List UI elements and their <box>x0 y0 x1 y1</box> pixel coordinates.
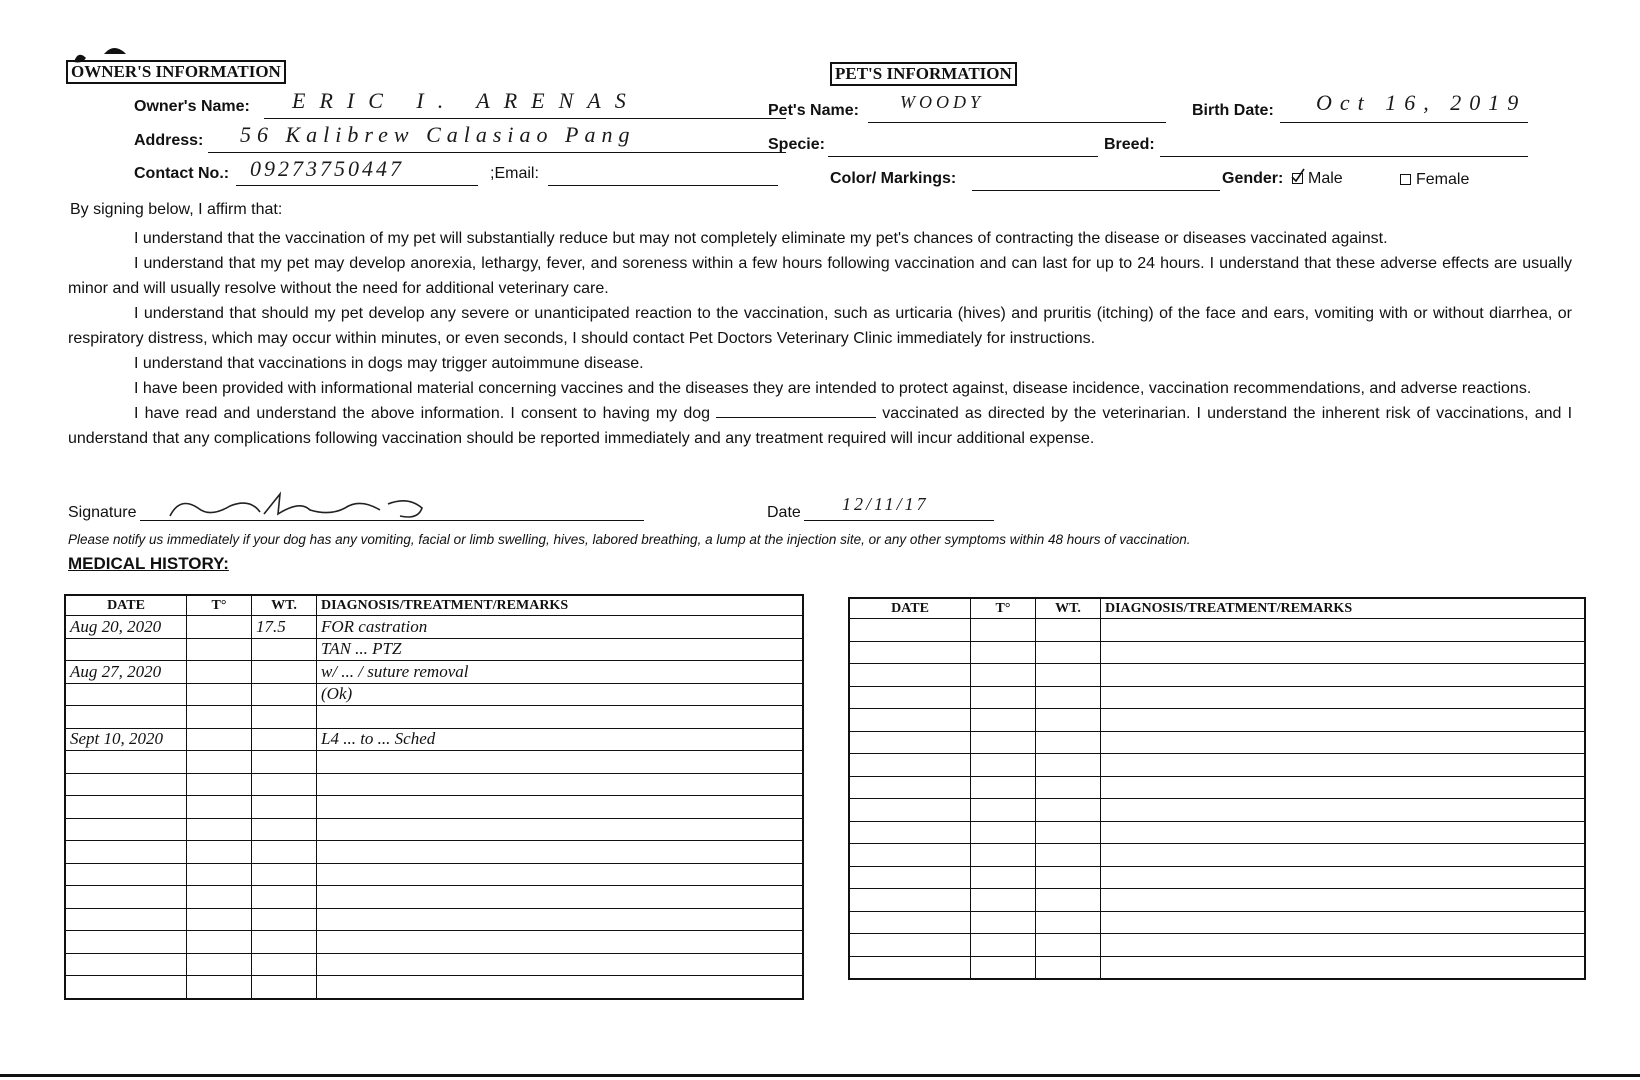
table-row <box>65 616 803 639</box>
table-row <box>849 731 1585 754</box>
page-bottom-edge <box>0 1074 1640 1077</box>
cell-wt[interactable] <box>252 976 317 999</box>
cell-temp[interactable] <box>187 931 252 954</box>
cell-date[interactable] <box>849 754 971 777</box>
cell-date[interactable] <box>65 706 187 729</box>
cell-wt[interactable] <box>252 908 317 931</box>
owner-section <box>60 44 780 194</box>
birth-date-value[interactable]: Oct 16, 2019 <box>1316 90 1527 115</box>
cell-date[interactable]: Sept 10, 2020 <box>65 728 187 751</box>
cell-wt[interactable] <box>252 683 317 706</box>
birth-date-label: Birth Date: <box>1192 102 1274 119</box>
table-row <box>65 931 803 954</box>
cell-wt[interactable] <box>1036 821 1101 844</box>
cell-date[interactable]: Aug 27, 2020 <box>65 661 187 684</box>
cell-wt[interactable]: 17.5 <box>252 616 317 639</box>
owner-name-label: Owner's Name: <box>134 98 250 115</box>
consent-p2: I understand that my pet may develop anorexia, lethargy, fever, and soreness within a few hours following vaccination and can last for up to 24 hours. I understand that these adverse effects are usually minor and will usually resolve without the need for additional veterinary care. <box>68 255 1572 297</box>
cell-date[interactable] <box>849 866 971 889</box>
cell-date[interactable] <box>65 976 187 999</box>
cell-date[interactable] <box>65 818 187 841</box>
pet-name-value[interactable]: WOODY <box>900 92 985 112</box>
cell-temp[interactable] <box>187 796 252 819</box>
cell-temp[interactable] <box>971 956 1036 979</box>
male-label: Male <box>1308 170 1343 187</box>
cell-date[interactable] <box>849 934 971 957</box>
cell-remarks[interactable] <box>317 908 804 931</box>
cell-date[interactable] <box>65 931 187 954</box>
table-row <box>849 911 1585 934</box>
consent-paragraphs <box>68 226 1572 451</box>
table-row <box>65 886 803 909</box>
consent-p1: I understand that the vaccination of my pet will substantially reduce but may not completely eliminate my pet's chances of contracting the disease or diseases vaccinated against. <box>134 230 1388 247</box>
cell-temp[interactable] <box>971 821 1036 844</box>
col-temp: T° <box>187 595 252 616</box>
cell-remarks[interactable] <box>1101 889 1586 912</box>
cell-wt[interactable] <box>252 931 317 954</box>
date-label: Date <box>767 504 801 521</box>
table-row <box>849 799 1585 822</box>
cell-remarks[interactable]: (Ok) <box>317 683 804 706</box>
cell-wt[interactable] <box>252 953 317 976</box>
col-weight: WT. <box>1036 598 1101 619</box>
cell-wt[interactable] <box>1036 619 1101 642</box>
cell-remarks[interactable] <box>1101 911 1586 934</box>
cell-wt[interactable] <box>252 728 317 751</box>
pet-section <box>760 50 1540 200</box>
color-markings-line[interactable] <box>972 190 1220 191</box>
cell-temp[interactable] <box>187 728 252 751</box>
cell-temp[interactable] <box>971 776 1036 799</box>
cell-date[interactable] <box>849 686 971 709</box>
table-row <box>849 956 1585 979</box>
date-value[interactable]: 12/11/17 <box>842 494 929 514</box>
table-row <box>849 776 1585 799</box>
table-row <box>849 664 1585 687</box>
cell-date[interactable] <box>849 844 971 867</box>
cell-temp[interactable] <box>187 706 252 729</box>
female-checkbox-icon[interactable] <box>1400 174 1411 185</box>
table-row <box>849 934 1585 957</box>
email-line[interactable] <box>548 185 778 186</box>
cell-remarks[interactable] <box>317 706 804 729</box>
cell-date[interactable] <box>849 641 971 664</box>
cell-remarks[interactable] <box>1101 956 1586 979</box>
cell-remarks[interactable] <box>1101 799 1586 822</box>
cell-date[interactable] <box>65 773 187 796</box>
specie-label: Specie: <box>768 136 825 153</box>
cell-date[interactable] <box>65 841 187 864</box>
cell-wt[interactable] <box>252 818 317 841</box>
cell-date[interactable] <box>849 889 971 912</box>
cell-temp[interactable] <box>971 731 1036 754</box>
cell-remarks[interactable] <box>1101 731 1586 754</box>
cell-temp[interactable] <box>971 686 1036 709</box>
col-date: DATE <box>65 595 187 616</box>
table-row <box>849 821 1585 844</box>
cell-date[interactable] <box>65 683 187 706</box>
medical-table-left <box>64 594 804 1000</box>
cell-wt[interactable] <box>252 841 317 864</box>
gender-female-option[interactable] <box>1400 171 1469 189</box>
table-row <box>65 796 803 819</box>
cell-wt[interactable] <box>1036 911 1101 934</box>
cell-date[interactable] <box>849 731 971 754</box>
cell-remarks[interactable] <box>317 953 804 976</box>
cell-remarks[interactable] <box>1101 934 1586 957</box>
table-row <box>849 889 1585 912</box>
cell-date[interactable] <box>849 821 971 844</box>
cell-wt[interactable] <box>1036 866 1101 889</box>
cell-temp[interactable] <box>971 754 1036 777</box>
table-row <box>65 773 803 796</box>
cell-temp[interactable] <box>187 976 252 999</box>
cell-remarks[interactable] <box>317 976 804 999</box>
cell-remarks[interactable] <box>1101 664 1586 687</box>
table-row <box>65 818 803 841</box>
cell-date[interactable] <box>849 619 971 642</box>
cell-remarks[interactable]: TAN ... PTZ <box>317 638 804 661</box>
cell-remarks[interactable]: w/ ... / suture removal <box>317 661 804 684</box>
gender-label: Gender: <box>1222 170 1284 187</box>
cell-wt[interactable] <box>1036 799 1101 822</box>
cell-remarks[interactable] <box>317 886 804 909</box>
cell-temp[interactable] <box>187 773 252 796</box>
cell-wt[interactable] <box>1036 956 1101 979</box>
contact-label: Contact No.: <box>134 165 230 182</box>
table-row <box>849 619 1585 642</box>
birth-date-line <box>1280 122 1528 123</box>
cell-remarks[interactable] <box>317 863 804 886</box>
consent-p3: I understand that should my pet develop any severe or unanticipated reaction to the vaccination, such as urticaria (hives) and pruritis (itching) of the face and ears, vomiting with or without diarrhea, or respiratory distress, which may occur within minutes, or even seconds, I should contact Pet Doctors Veterinary Clinic immediately for instructions. <box>68 305 1572 347</box>
specie-line[interactable] <box>828 156 1098 157</box>
cell-date[interactable] <box>849 956 971 979</box>
cell-temp[interactable] <box>187 818 252 841</box>
table-row <box>65 706 803 729</box>
cell-remarks[interactable] <box>1101 641 1586 664</box>
cell-wt[interactable] <box>252 661 317 684</box>
table-row <box>65 976 803 999</box>
cell-temp[interactable] <box>971 866 1036 889</box>
consent-p5: I have been provided with informational material concerning vaccines and the diseases they are intended to protect against, disease incidence, vaccination recommendations, and adverse reactions. <box>134 380 1532 397</box>
cell-temp[interactable] <box>971 934 1036 957</box>
table-row <box>65 908 803 931</box>
cell-remarks[interactable] <box>1101 866 1586 889</box>
table-row <box>65 638 803 661</box>
cell-temp[interactable] <box>187 616 252 639</box>
consent-p4: I understand that vaccinations in dogs may trigger autoimmune disease. <box>134 355 644 372</box>
breed-line[interactable] <box>1160 156 1528 157</box>
cell-remarks[interactable] <box>1101 686 1586 709</box>
cell-remarks[interactable] <box>1101 821 1586 844</box>
col-temp: T° <box>971 598 1036 619</box>
breed-label: Breed: <box>1104 136 1155 153</box>
cell-temp[interactable] <box>971 664 1036 687</box>
table-row <box>65 683 803 706</box>
female-label: Female <box>1416 171 1470 188</box>
cell-wt[interactable] <box>1036 709 1101 732</box>
cell-date[interactable] <box>849 799 971 822</box>
cell-date[interactable] <box>65 638 187 661</box>
cell-remarks[interactable] <box>317 796 804 819</box>
cell-date[interactable] <box>849 664 971 687</box>
cell-wt[interactable] <box>1036 934 1101 957</box>
cell-date[interactable] <box>65 953 187 976</box>
col-weight: WT. <box>252 595 317 616</box>
address-label: Address: <box>134 132 204 149</box>
consent-p6 <box>68 401 1572 451</box>
cell-wt[interactable] <box>1036 641 1101 664</box>
signature-scribble <box>160 490 450 531</box>
table-row <box>65 751 803 774</box>
cell-wt[interactable] <box>1036 686 1101 709</box>
cell-temp[interactable] <box>971 889 1036 912</box>
cell-wt[interactable] <box>1036 754 1101 777</box>
table-row <box>65 728 803 751</box>
cell-temp[interactable] <box>971 844 1036 867</box>
cell-remarks[interactable] <box>1101 709 1586 732</box>
cell-temp[interactable] <box>187 953 252 976</box>
cell-temp[interactable] <box>187 841 252 864</box>
cell-wt[interactable] <box>1036 889 1101 912</box>
cell-remarks[interactable] <box>1101 619 1586 642</box>
owner-name-value[interactable]: ERIC I. ARENAS <box>292 88 640 113</box>
cell-temp[interactable] <box>971 799 1036 822</box>
table-row <box>849 641 1585 664</box>
cell-remarks[interactable] <box>1101 844 1586 867</box>
contact-value[interactable]: 09273750447 <box>250 156 404 181</box>
cell-date[interactable] <box>849 911 971 934</box>
cell-remarks[interactable]: FOR castration <box>317 616 804 639</box>
cell-temp[interactable] <box>187 751 252 774</box>
cell-wt[interactable] <box>252 863 317 886</box>
col-remarks: DIAGNOSIS/TREATMENT/REMARKS <box>1101 598 1586 619</box>
table-row <box>849 866 1585 889</box>
cell-wt[interactable] <box>252 751 317 774</box>
consent-p6-start: I have read and understand the above information. I consent to having my dog <box>134 405 711 422</box>
cell-remarks[interactable] <box>317 818 804 841</box>
cell-remarks[interactable] <box>317 751 804 774</box>
cell-date[interactable] <box>849 776 971 799</box>
address-line <box>208 152 786 153</box>
cell-wt[interactable] <box>1036 664 1101 687</box>
cell-date[interactable] <box>65 863 187 886</box>
pet-name-line <box>868 122 1166 123</box>
date-line <box>804 520 994 521</box>
cell-remarks[interactable] <box>1101 754 1586 777</box>
cell-temp[interactable] <box>187 886 252 909</box>
cell-date[interactable] <box>849 709 971 732</box>
cell-remarks[interactable] <box>317 773 804 796</box>
cell-temp[interactable] <box>971 641 1036 664</box>
dog-name-blank[interactable] <box>716 417 876 418</box>
cell-wt[interactable] <box>1036 731 1101 754</box>
gender-male-option[interactable] <box>1292 170 1343 188</box>
cell-temp[interactable] <box>971 911 1036 934</box>
pet-name-label: Pet's Name: <box>768 102 859 119</box>
cell-temp[interactable] <box>187 661 252 684</box>
cell-temp[interactable] <box>187 683 252 706</box>
cell-remarks[interactable] <box>317 931 804 954</box>
cell-date[interactable] <box>65 886 187 909</box>
notice-text: Please notify us immediately if your dog has any vomiting, facial or limb swelling, hives, labored breathing, a lump at the injection site, or any other symptoms within 48 hours of vaccination. <box>68 532 1191 547</box>
cell-wt[interactable] <box>252 706 317 729</box>
color-markings-label: Color/ Markings: <box>830 170 957 187</box>
consent-p6-end: vaccinated as directed by the veterinarian. I understand the inherent risk of vaccinations, and I understand that any complications following vaccination should be reported immediately and any treatment required will incur additional expense. <box>68 405 1573 447</box>
cell-wt[interactable] <box>252 638 317 661</box>
cell-remarks[interactable]: L4 ... to ... Sched <box>317 728 804 751</box>
table-row <box>65 863 803 886</box>
owner-name-line <box>264 118 786 119</box>
contact-line <box>236 185 478 186</box>
cell-date[interactable] <box>65 908 187 931</box>
cell-wt[interactable] <box>252 886 317 909</box>
cell-date[interactable] <box>65 751 187 774</box>
cell-remarks[interactable] <box>1101 776 1586 799</box>
owner-heading: OWNER'S INFORMATION <box>66 60 286 84</box>
table-row <box>849 844 1585 867</box>
cell-remarks[interactable] <box>317 841 804 864</box>
table-row <box>65 841 803 864</box>
table-row <box>849 754 1585 777</box>
cell-temp[interactable] <box>187 638 252 661</box>
table-header-row <box>65 595 803 616</box>
cell-date[interactable]: Aug 20, 2020 <box>65 616 187 639</box>
cell-temp[interactable] <box>187 863 252 886</box>
cell-wt[interactable] <box>1036 776 1101 799</box>
pet-heading: PET'S INFORMATION <box>830 62 1017 86</box>
table-row <box>849 709 1585 732</box>
table-row <box>65 953 803 976</box>
male-checkbox-icon[interactable] <box>1292 173 1303 184</box>
cell-temp[interactable] <box>187 908 252 931</box>
table-row <box>65 661 803 684</box>
table-row <box>849 686 1585 709</box>
cell-temp[interactable] <box>971 619 1036 642</box>
cell-temp[interactable] <box>971 709 1036 732</box>
medical-history-heading: MEDICAL HISTORY: <box>68 554 229 573</box>
consent-intro: By signing below, I affirm that: <box>70 201 283 218</box>
signature-label: Signature <box>68 504 137 521</box>
cell-date[interactable] <box>65 796 187 819</box>
email-label: ;Email: <box>490 165 539 182</box>
col-remarks: DIAGNOSIS/TREATMENT/REMARKS <box>317 595 804 616</box>
cell-wt[interactable] <box>252 773 317 796</box>
address-value[interactable]: 56 Kalibrew Calasiao Pang <box>240 122 636 147</box>
cell-wt[interactable] <box>252 796 317 819</box>
col-date: DATE <box>849 598 971 619</box>
cell-wt[interactable] <box>1036 844 1101 867</box>
medical-table-right <box>848 597 1586 980</box>
table-header-row <box>849 598 1585 619</box>
